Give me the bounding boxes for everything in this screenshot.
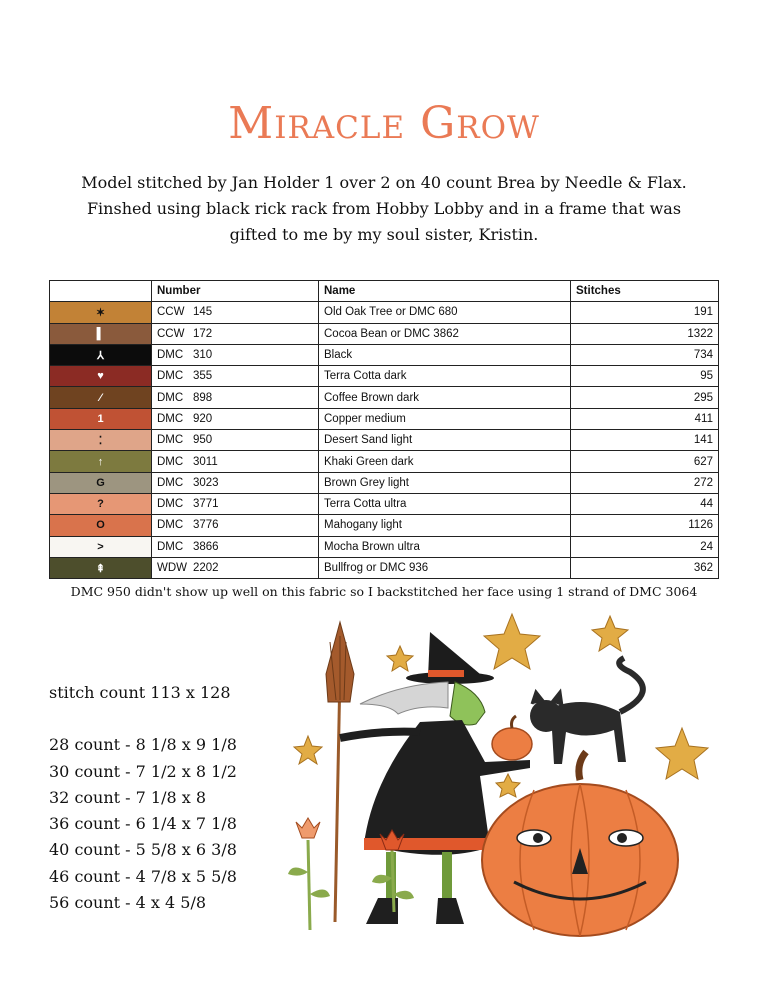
fabric-size-line: 40 count - 5 5/8 x 6 3/8 xyxy=(49,840,237,860)
star-icon xyxy=(294,736,322,764)
floss-brand: DMC xyxy=(157,349,184,362)
star-icon xyxy=(496,774,520,797)
legend-row xyxy=(50,323,719,344)
floss-name: Bullfrog or DMC 936 xyxy=(319,557,571,578)
fabric-size-line: 32 count - 7 1/8 x 8 xyxy=(49,787,207,807)
legend-row xyxy=(50,451,719,472)
floss-legend-table xyxy=(49,280,719,579)
header-name: Name xyxy=(319,281,571,302)
floss-number: 3776 xyxy=(193,519,219,532)
stitch-total: 362 xyxy=(571,557,719,578)
stitch-total: 191 xyxy=(571,302,719,323)
legend-row xyxy=(50,408,719,429)
color-swatch: ▌ xyxy=(50,323,152,344)
color-swatch: G xyxy=(50,472,152,493)
legend-row xyxy=(50,472,719,493)
stitch-total: 24 xyxy=(571,536,719,557)
star-icon xyxy=(656,728,708,779)
legend-row xyxy=(50,493,719,514)
floss-brand: CCW xyxy=(157,306,185,319)
legend-row xyxy=(50,302,719,323)
intro-line: gifted to me by my soul sister, Kristin. xyxy=(229,225,539,244)
floss-number-cell xyxy=(152,451,319,472)
floss-name: Cocoa Bean or DMC 3862 xyxy=(319,323,571,344)
floss-number: 2202 xyxy=(193,562,219,574)
broom-icon xyxy=(326,622,354,922)
legend-header-row xyxy=(50,281,719,302)
black-cat-icon xyxy=(530,658,643,764)
floss-number: 3011 xyxy=(193,455,218,468)
fabric-size-line: 30 count - 7 1/2 x 8 1/2 xyxy=(49,761,237,781)
star-icon xyxy=(484,614,540,669)
floss-name: Black xyxy=(319,344,571,365)
floss-number-cell xyxy=(152,472,319,493)
color-swatch: ♥ xyxy=(50,366,152,387)
stitch-total: 627 xyxy=(571,451,719,472)
floss-brand: DMC xyxy=(157,455,184,468)
stitch-total: 734 xyxy=(571,344,719,365)
star-icon xyxy=(592,616,628,651)
floss-number: 355 xyxy=(193,370,213,383)
floss-number: 950 xyxy=(193,434,213,447)
witch-pumpkin-illustration xyxy=(280,612,730,942)
floss-number-cell xyxy=(152,408,319,429)
color-swatch: > xyxy=(50,536,152,557)
floss-name: Old Oak Tree or DMC 680 xyxy=(319,302,571,323)
header-stitches: Stitches xyxy=(571,281,719,302)
floss-number-cell xyxy=(152,323,319,344)
floss-number-cell xyxy=(152,387,319,408)
floss-name: Mahogany light xyxy=(319,515,571,536)
floss-brand: DMC xyxy=(157,412,184,425)
fabric-size-line: 28 count - 8 1/8 x 9 1/8 xyxy=(49,735,237,755)
floss-brand: DMC xyxy=(157,476,184,489)
pumpkin-icon xyxy=(492,716,532,760)
fabric-size-line: 56 count - 4 x 4 5/8 xyxy=(49,893,207,913)
floss-number-cell xyxy=(152,557,319,578)
floss-number: 920 xyxy=(193,412,213,425)
fabric-size-line: 36 count - 6 1/4 x 7 1/8 xyxy=(49,814,237,834)
floss-number-cell xyxy=(152,302,319,323)
floss-brand: DMC xyxy=(157,498,184,511)
color-swatch: ⅄ xyxy=(50,344,152,365)
stitch-total: 1126 xyxy=(571,515,719,536)
stitch-count: stitch count 113 x 128 xyxy=(49,683,231,702)
floss-number: 3771 xyxy=(193,498,219,511)
floss-brand: CCW xyxy=(157,327,185,340)
floss-brand: WDW xyxy=(157,562,188,574)
floss-brand: DMC xyxy=(157,370,184,383)
floss-number-cell xyxy=(152,515,319,536)
floss-number-cell xyxy=(152,344,319,365)
floss-number-cell xyxy=(152,536,319,557)
flower-icon xyxy=(288,818,330,930)
floss-number: 3866 xyxy=(193,540,219,553)
stitch-total: 1322 xyxy=(571,323,719,344)
floss-name: Desert Sand light xyxy=(319,430,571,451)
stitch-total: 411 xyxy=(571,408,719,429)
floss-brand: DMC xyxy=(157,391,184,404)
pattern-title: Miracle Grow xyxy=(228,98,540,149)
color-swatch: ⇞ xyxy=(50,557,152,578)
floss-brand: DMC xyxy=(157,434,184,447)
floss-name: Brown Grey light xyxy=(319,472,571,493)
floss-number: 145 xyxy=(193,306,213,319)
stitch-total: 141 xyxy=(571,430,719,451)
color-swatch: 1 xyxy=(50,408,152,429)
floss-brand: DMC xyxy=(157,540,184,553)
color-swatch: ↑ xyxy=(50,451,152,472)
floss-number: 3023 xyxy=(193,476,219,489)
legend-row xyxy=(50,366,719,387)
intro-line: Finshed using black rick rack from Hobby Lobby and in a frame that was xyxy=(86,199,682,218)
color-swatch: O xyxy=(50,515,152,536)
header-symbol xyxy=(50,281,152,302)
legend-row xyxy=(50,515,719,536)
legend-row xyxy=(50,430,719,451)
stitch-total: 272 xyxy=(571,472,719,493)
floss-name: Terra Cotta ultra xyxy=(319,493,571,514)
floss-name: Copper medium xyxy=(319,408,571,429)
legend-row xyxy=(50,536,719,557)
floss-name: Khaki Green dark xyxy=(319,451,571,472)
stitch-total: 44 xyxy=(571,493,719,514)
header-number: Number xyxy=(152,281,319,302)
floss-number-cell xyxy=(152,430,319,451)
floss-name: Coffee Brown dark xyxy=(319,387,571,408)
floss-brand: DMC xyxy=(157,519,184,532)
star-icon xyxy=(387,646,413,671)
stitch-total: 295 xyxy=(571,387,719,408)
color-swatch: ? xyxy=(50,493,152,514)
legend-row xyxy=(50,387,719,408)
floss-number: 310 xyxy=(193,349,213,362)
stitch-total: 95 xyxy=(571,366,719,387)
floss-name: Mocha Brown ultra xyxy=(319,536,571,557)
size-info xyxy=(49,680,237,916)
floss-number: 898 xyxy=(193,391,213,404)
color-swatch: ⁄ xyxy=(50,387,152,408)
color-swatch: ⁚ xyxy=(50,430,152,451)
jack-o-lantern-icon xyxy=(482,752,678,936)
legend-row xyxy=(50,344,719,365)
floss-number: 172 xyxy=(193,327,213,340)
legend-body xyxy=(50,302,719,579)
legend-row xyxy=(50,557,719,578)
intro-text xyxy=(40,170,728,248)
floss-name: Terra Cotta dark xyxy=(319,366,571,387)
backstitch-note: DMC 950 didn't show up well on this fabric so I backstitched her face using 1 strand of DMC 3064 xyxy=(70,584,698,599)
fabric-size-line: 46 count - 4 7/8 x 5 5/8 xyxy=(49,866,237,886)
color-swatch: ✶ xyxy=(50,302,152,323)
intro-line: Model stitched by Jan Holder 1 over 2 on 40 count Brea by Needle & Flax. xyxy=(81,173,687,192)
floss-number-cell xyxy=(152,366,319,387)
floss-number-cell xyxy=(152,493,319,514)
